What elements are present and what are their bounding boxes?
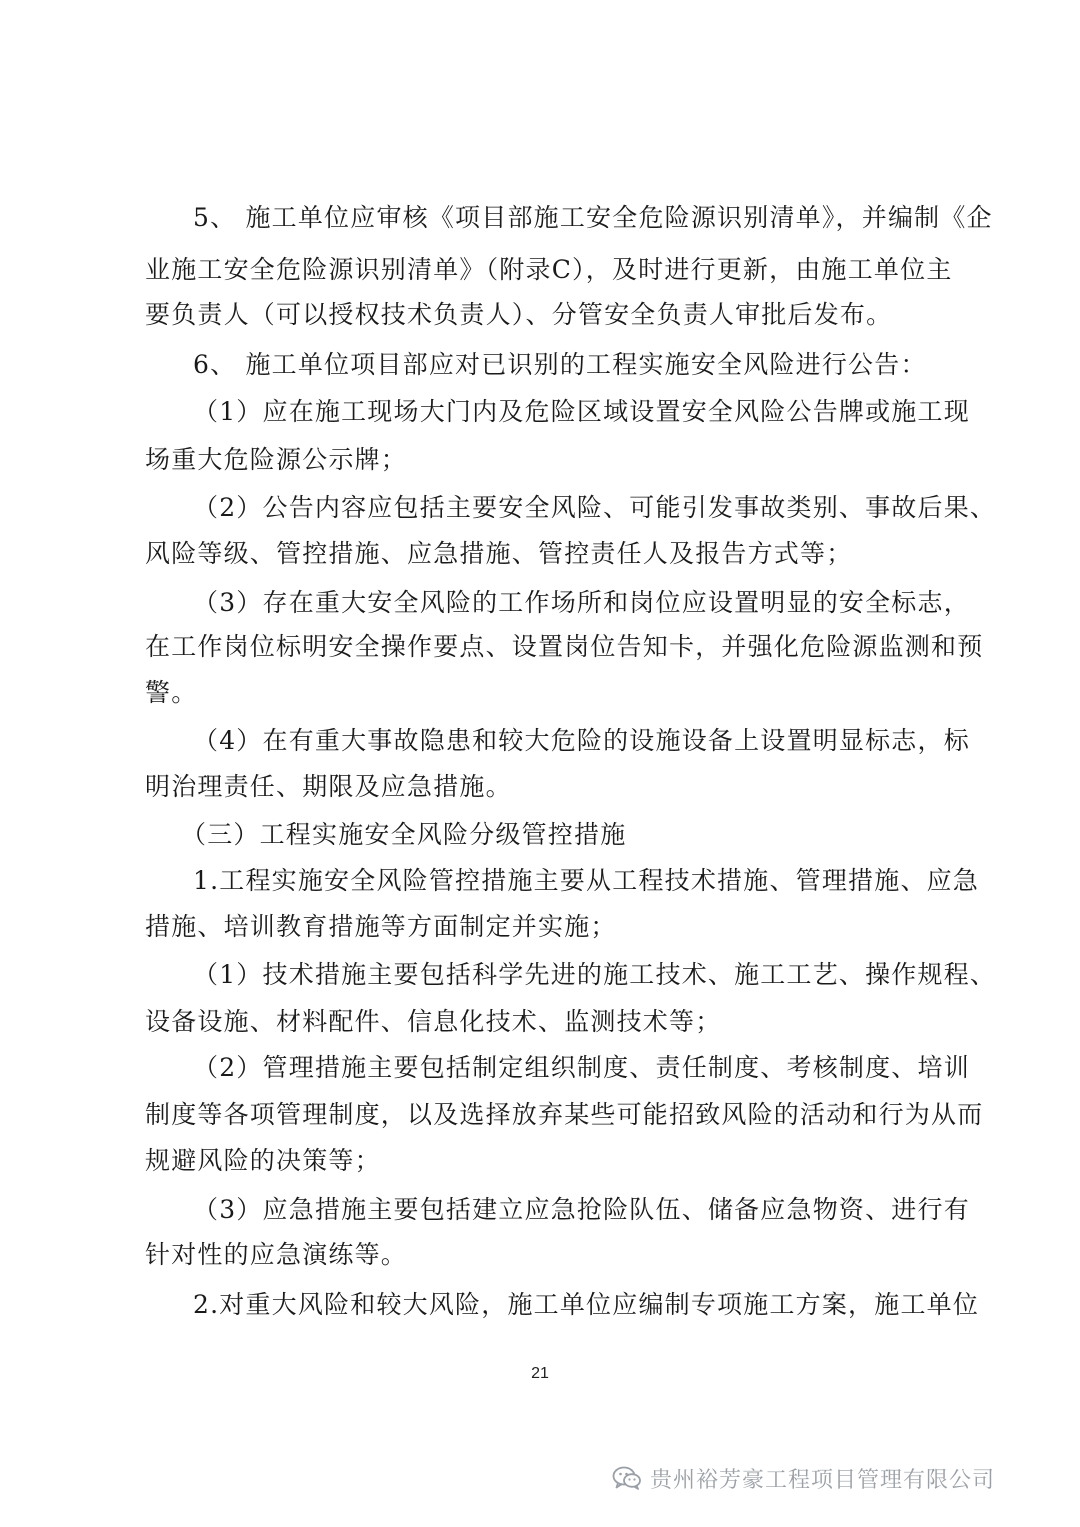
measure-1-2-line-1: （2）管理措施主要包括制定组织制度、责任制度、考核制度、培训 bbox=[193, 1053, 970, 1082]
item-6-4-line-1: （4）在有重大事故隐患和较大危险的设施设备上设置明显标志，标 bbox=[193, 726, 970, 755]
measure-1-line-1: 1.工程实施安全风险管控措施主要从工程技术措施、管理措施、应急 bbox=[193, 866, 980, 895]
item-6-1-line-1: （1）应在施工现场大门内及危险区域设置安全风险公告牌或施工现 bbox=[193, 397, 970, 426]
watermark-text: 贵州裕芳豪工程项目管理有限公司 bbox=[650, 1467, 996, 1493]
item-6-1-line-2: 场重大危险源公示牌； bbox=[145, 445, 408, 474]
measure-1-3-line-2: 针对性的应急演练等。 bbox=[145, 1240, 408, 1269]
item-6-3-line-3: 警。 bbox=[145, 678, 198, 707]
measure-1-1-line-1: （1）技术措施主要包括科学先进的施工技术、施工工艺、操作规程、 bbox=[193, 960, 997, 989]
measure-1-2-line-3: 规避风险的决策等； bbox=[145, 1146, 381, 1175]
measure-1-1-line-2: 设备设施、材料配件、信息化技术、监测技术等； bbox=[145, 1007, 722, 1036]
paragraph-5-line-2: 业施工安全危险源识别清单》（附录C），及时进行更新，由施工单位主 bbox=[145, 255, 953, 284]
measure-1-3-line-1: （3）应急措施主要包括建立应急抢险队伍、储备应急物资、进行有 bbox=[193, 1195, 970, 1224]
item-6-2-line-2: 风险等级、管控措施、应急措施、管控责任人及报告方式等； bbox=[145, 539, 853, 568]
section-heading-3: （三）工程实施安全风险分级管控措施 bbox=[181, 820, 627, 849]
item-6-3-line-1: （3）存在重大安全风险的工作场所和岗位应设置明显的安全标志， bbox=[193, 588, 970, 617]
measure-2-line-1: 2.对重大风险和较大风险，施工单位应编制专项施工方案，施工单位 bbox=[193, 1290, 980, 1319]
measure-1-line-2: 措施、培训教育措施等方面制定并实施； bbox=[145, 912, 617, 941]
measure-1-2-line-2: 制度等各项管理制度，以及选择放弃某些可能招致风险的活动和行为从而 bbox=[145, 1100, 984, 1129]
wechat-icon bbox=[612, 1465, 642, 1491]
paragraph-5-line-1: 5、 施工单位应审核《项目部施工安全危险源识别清单》，并编制《企 bbox=[193, 203, 993, 232]
item-6-4-line-2: 明治理责任、期限及应急措施。 bbox=[145, 772, 512, 801]
item-6-2-line-1: （2）公告内容应包括主要安全风险、可能引发事故类别、事故后果、 bbox=[193, 493, 997, 522]
paragraph-5-line-3: 要负责人（可以授权技术负责人）、分管安全负责人审批后发布。 bbox=[145, 300, 893, 329]
paragraph-6-line-1: 6、 施工单位项目部应对已识别的工程实施安全风险进行公告： bbox=[193, 350, 927, 379]
item-6-3-line-2: 在工作岗位标明安全操作要点、设置岗位告知卡，并强化危险源监测和预 bbox=[145, 632, 984, 661]
watermark bbox=[612, 1460, 995, 1496]
page-number: 21 bbox=[531, 1365, 549, 1382]
